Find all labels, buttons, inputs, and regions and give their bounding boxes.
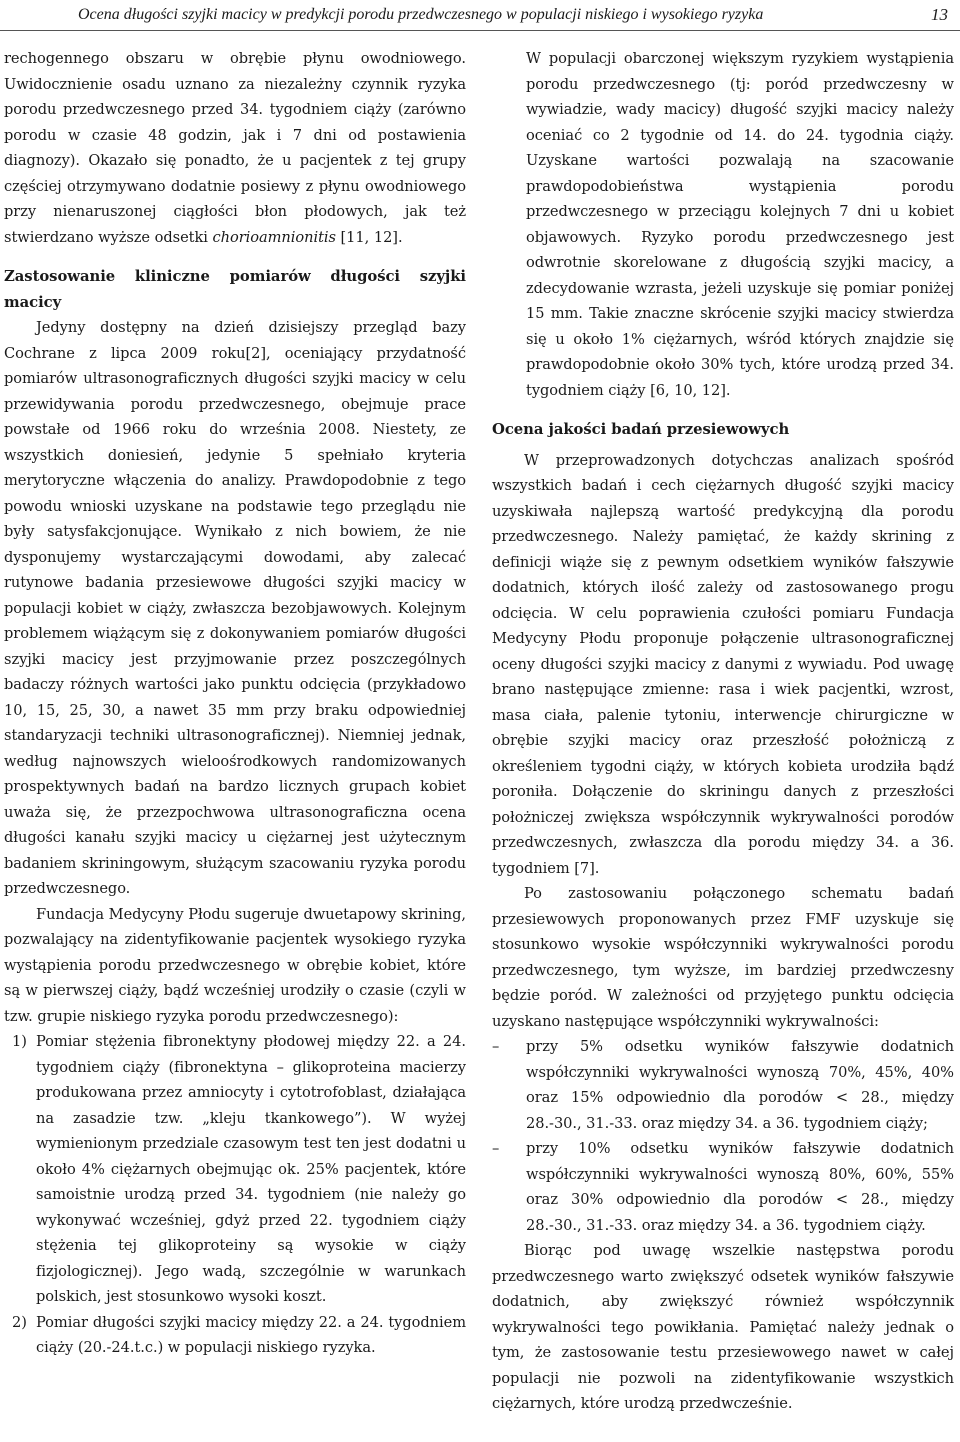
list-item: – przy 10% odsetku wyników fałszywie dodatnich współczynniki wykrywalności wynoszą 80%, 60%, 55% oraz 30% odpowiednio dla porodów < 28., między 28.-30., 31.-33. oraz między 34. a 36. tygodniem ciąży. [492,1140,954,1234]
right-paragraph-4: Biorąc pod uwagę wszelkie następstwa porodu przedwczesnego warto zwiększyć odsetek wyników fałszywie dodatnich, aby zwiększyć również współczynnik wykrywalności tego powikłania. Pamiętać należy jednak o tym, że zastosowanie testu przesiewowego nawet w całej populacji nie pozwoli na zidentyfikowanie wszystkich ciężarnych, które urodzą przedwcześnie. [492,1242,954,1412]
running-title: Ocena długości szyjki macicy w predykcji porodu przedwczesnego w populacji niskiego i wysokiego ryzyka [78,6,764,23]
right-column [492,46,954,1417]
running-header [0,0,960,31]
right-paragraph-2: W przeprowadzonych dotychczas analizach spośród wszystkich badań i cech ciężarnych długość szyjki macicy uzyskiwała najlepszą wartość predykcyjną dla porodu przedwczesnego. Należy pamiętać, że każdy skrining z definicji wiąże się z pewnym odsetkiem wyników fałszywie dodatnich, których ilość zależy od zastosowanego progu odcięcia. W celu poprawienia czułości pomiaru Fundacja Medycyny Płodu proponuje połączenie ultrasonograficznej oceny długości szyjki macicy z danymi z wywiadu. Pod uwagę brano następujące zmienne: rasa i wiek pacjentki, wzrost, masa ciała, palenie tytoniu, interwencje chirurgiczne w obrębie szyjki macicy oraz przeszłość położniczą z określeniem tygodni ciąży, w których kobieta urodziła bądź poroniła. Dołączenie do skriningu danych z przeszłości położniczej zwiększa współczynnik wykrywalności porodów przedwczesnych, zwłaszcza dla porodu między 34. a 36. tygodniem [7]. [492,451,954,877]
section-heading-clinical: Zastosowanie kliniczne pomiarów długości szyjki macicy [4,268,466,311]
numbered-list [4,1029,466,1361]
right-paragraph-1: W populacji obarczonej większym ryzykiem wystąpienia porodu przedwczesnego (tj: poród przedwczesny w wywiadzie, wady macicy) długość szyjki macicy należy oceniać co 2 tygodnie od 14. do 24. tygodnia ciąży. Uzyskane wartości pozwalają na szacowanie prawdopodobieństwa wystąpienia porodu przedwczesnego w przeciągu kolejnych 7 dni u kobiet objawowych. Ryzyko porodu przedwczesnego jest odwrotnie skorelowane z długością szyjki macicy, a zdecydowanie wzrasta, jeżeli uzyskuje się pomiar poniżej 15 mm. Takie znaczne skrócenie szyjki macicy stwierdza się u około 1% ciężarnych, wśród których znajdzie się prawdopodobnie około 30% tych, które urodzą przed 34. tygodniem ciąży [6, 10, 12]. [526,50,954,399]
page-number: 13 [931,5,948,24]
italic-term: chorioamnionitis [212,228,336,246]
dash-list [492,1034,954,1238]
list-item: – przy 5% odsetku wyników fałszywie dodatnich współczynniki wykrywalności wynoszą 70%, 45%, 40% oraz 15% odpowiednio dla porodów < 28., między 28.-30., 31.-33. oraz między 34. a 36. tygodniem ciąży; [492,1038,954,1132]
left-paragraph-3: Fundacja Medycyny Płodu sugeruje dwuetapowy skrining, pozwalający na zidentyfikowanie pacjentek wysokiego ryzyka wystąpienia porodu przedwczesnego w obrębie kobiet, które są w pierwszej ciąży, bądź wcześniej urodziły o czasie (czyli w tzw. grupie niskiego ryzyka porodu przedwczesnego): [4,905,466,1025]
list-item: 2) Pomiar długości szyjki macicy między 22. a 24. tygodniem ciąży (20.-24.t.c.) w populacji niskiego ryzyka. [12,1313,466,1356]
right-paragraph-3: Po zastosowaniu połączonego schematu badań przesiewowych proponowanych przez FMF uzyskuje się stosunkowo wysokie współczynniki wykrywalności porodu przedwczesnego, tym wyższe, im bardziej przedwczesny będzie poród. W zależności od przyjętego punktu odcięcia uzyskano następujące współczynniki wykrywalności: [492,885,954,1030]
left-column [4,46,466,1361]
left-paragraph-1: rechogennego obszaru w obrębie płynu owodniowego. Uwidocznienie osadu uznano za niezależny czynnik ryzyka porodu przedwczesnego przed 34. tygodniem ciąży (zarówno porodu w czasie 48 godzin, jak i 7 dni od postawienia diagnozy). Okazało się ponadto, że u pacjentek z tej grupy częściej otrzymywano dodatnie posiewy z płynu owodniowego przy nienaruszonej ciągłości błon płodowych, jak też stwierdzano wyższe odsetki chorioamnionitis [11, 12]. [4,50,466,246]
left-paragraph-2: Jedyny dostępny na dzień dzisiejszy przegląd bazy Cochrane z lipca 2009 roku[2], oceniający przydatność pomiarów ultrasonograficznych długości szyjki macicy w celu przewidywania porodu przedwczesnego, obejmuje prace powstałe od 1966 roku do września 2008. Niestety, ze wszystkich doniesień, jedynie 5 spełniało kryteria merytoryczne włączenia do analizy. Prawdopodobnie z tego powodu wnioski uzyskane na podstawie tego przeglądu nie były satysfakcjonujące. Wynikało z nich bowiem, że nie dysponujemy wystarczającymi dowodami, aby zalecać rutynowe badania przesiewowe długości szyjki macicy w populacji kobiet w ciąży, zwłaszcza bezobjawowych. Kolejnym problemem wiążącym się z dokonywaniem pomiarów długości szyjki macicy jest przyjmowanie przez poszczególnych badaczy różnych wartości jako punktu odcięcia (przykładowo 10, 15, 25, 30, a nawet 35 mm przy braku odpowiedniej standaryzacji techniki ultrasonograficznej). Niemniej jednak, według najnowszych wieloośrodkowych randomizowanych prospektywnych badań na bardzo licznych grupach kobiet uważa się, że przezpochwowa ultrasonograficzna ocena długości kanału szyjki macicy u ciężarnej jest użytecznym badaniem skriningowym, służącym szacowaniu ryzyka porodu przedwczesnego. [4,319,466,897]
list-item: 1) Pomiar stężenia fibronektyny płodowej między 22. a 24. tygodniem ciąży (fibronektyna – glikoproteina macierzy produkowana przez amniocyty i cytotrofoblast, działająca na zasadzie tzw. „kleju tkankowego”). W wyżej wymienionym przedziale czasowym test ten jest dodatni u około 4% ciężarnych obejmując ok. 25% pacjentek, które samoistnie urodzą przed 34. tygodniem (nie należy go wykonywać wcześniej, gdyż przed 22. tygodniem ciąży stężenia tej glikoproteiny są wysokie w ciąży fizjologicznej). Jego wadą, szczególnie w warunkach polskich, jest stosunkowo wysoki koszt. [12,1033,466,1305]
section-heading-quality: Ocena jakości badań przesiewowych [492,421,790,438]
